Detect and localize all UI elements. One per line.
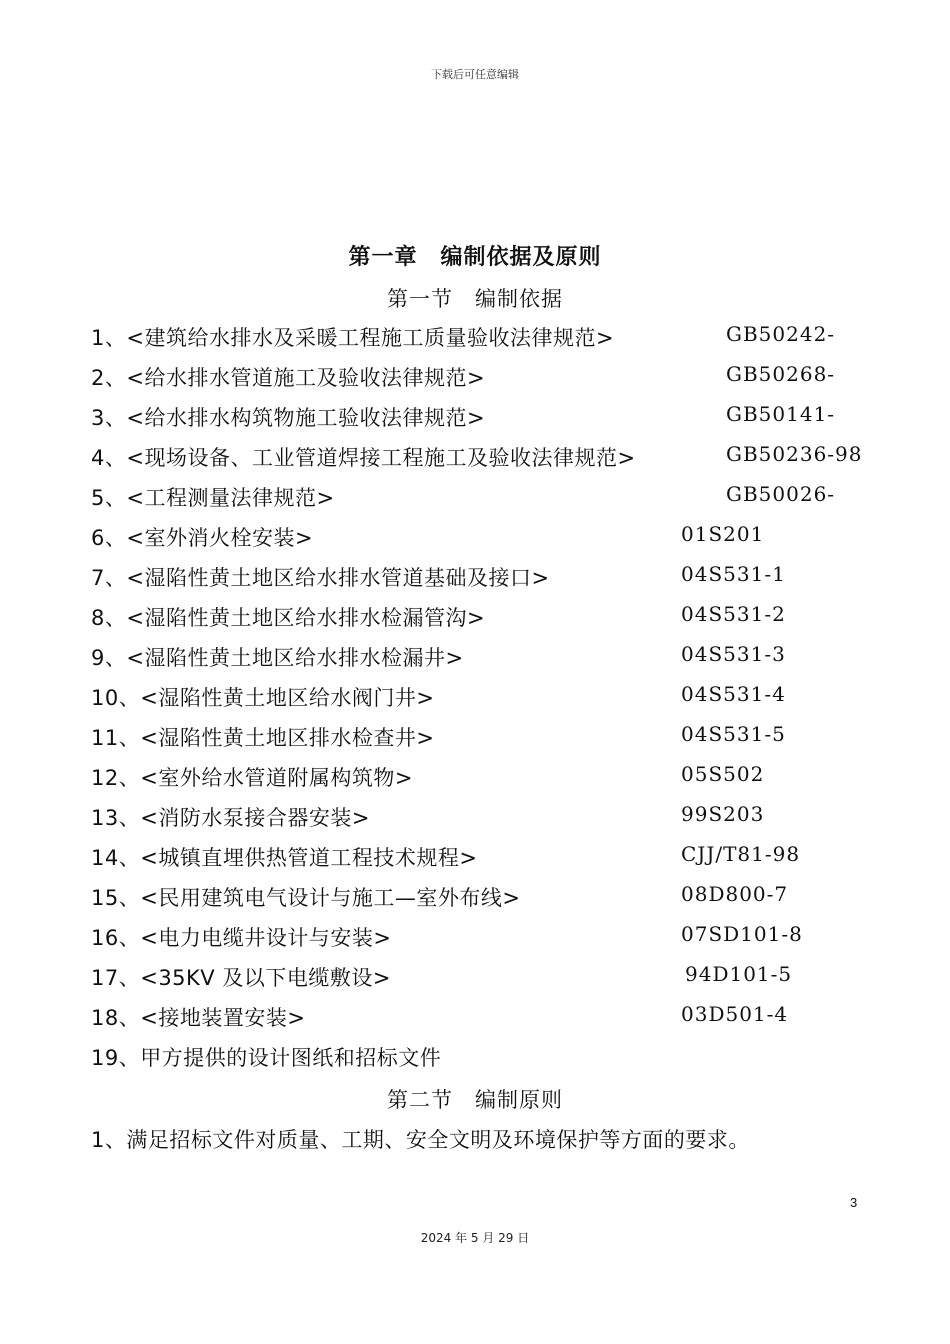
reference-item [0, 522, 950, 552]
reference-title: 2、<给水排水管道施工及验收法律规范> [91, 366, 486, 390]
chapter-title: 第一章 编制依据及原则 [348, 245, 602, 270]
section-title-principles: 第二节 编制原则 [387, 1088, 563, 1112]
reference-item [0, 802, 950, 832]
reference-code: 04S531-3 [681, 642, 786, 666]
reference-item [0, 1042, 950, 1072]
reference-code: 99S203 [681, 802, 765, 826]
section-title-basis: 第一节 编制依据 [387, 287, 563, 311]
reference-title: 6、<室外消火栓安装> [91, 526, 314, 550]
reference-item [0, 1002, 950, 1032]
reference-item [0, 842, 950, 872]
reference-title: 4、<现场设备、工业管道焊接工程施工及验收法律规范> [91, 446, 636, 470]
reference-title: 8、<湿陷性黄土地区给水排水检漏管沟> [91, 606, 486, 630]
reference-item [0, 922, 950, 952]
reference-item [0, 682, 950, 712]
reference-code: 04S531-1 [681, 562, 786, 586]
reference-code: GB50026- [726, 482, 836, 506]
reference-title: 18、<接地装置安装> [91, 1006, 306, 1030]
reference-title: 9、<湿陷性黄土地区给水排水检漏井> [91, 646, 464, 670]
page-number: 3 [850, 1195, 858, 1210]
reference-title: 13、<消防水泵接合器安装> [91, 806, 370, 830]
reference-code: 04S531-5 [681, 722, 786, 746]
reference-code: GB50268- [726, 362, 836, 386]
reference-title: 15、<民用建筑电气设计与施工—室外布线> [91, 886, 521, 910]
reference-title: 3、<给水排水构筑物施工验收法律规范> [91, 406, 486, 430]
reference-title: 1、<建筑给水排水及采暖工程施工质量验收法律规范> [91, 326, 615, 350]
principle-item: 1、满足招标文件对质量、工期、安全文明及环境保护等方面的要求。 [91, 1128, 750, 1152]
reference-title: 7、<湿陷性黄土地区给水排水管道基础及接口> [91, 566, 550, 590]
header-note: 下载后可任意编辑 [431, 68, 519, 81]
reference-item [0, 562, 950, 592]
reference-title: 11、<湿陷性黄土地区排水检查井> [91, 726, 435, 750]
reference-item [0, 642, 950, 672]
reference-title: 16、<电力电缆井设计与安装> [91, 926, 392, 950]
reference-code: 03D501-4 [681, 1002, 789, 1026]
reference-code: GB50236-98 [726, 442, 863, 466]
footer-date: 2024 年 5 月 29 日 [420, 1231, 530, 1245]
reference-item [0, 442, 950, 472]
reference-item [0, 722, 950, 752]
reference-code: 94D101-5 [685, 962, 793, 986]
reference-title: 10、<湿陷性黄土地区给水阀门井> [91, 686, 435, 710]
reference-item [0, 962, 950, 992]
reference-item [0, 362, 950, 392]
reference-title: 19、甲方提供的设计图纸和招标文件 [91, 1046, 442, 1070]
reference-code: GB50141- [726, 402, 836, 426]
reference-code: 07SD101-8 [681, 922, 803, 946]
reference-code: 04S531-2 [681, 602, 786, 626]
reference-code: CJJ/T81-98 [681, 842, 801, 866]
reference-code: GB50242- [726, 322, 836, 346]
reference-code: 05S502 [681, 762, 765, 786]
reference-title: 12、<室外给水管道附属构筑物> [91, 766, 413, 790]
reference-code: 04S531-4 [681, 682, 786, 706]
reference-item [0, 402, 950, 432]
reference-item [0, 602, 950, 632]
reference-code: 01S201 [681, 522, 765, 546]
reference-item [0, 882, 950, 912]
reference-item [0, 762, 950, 792]
reference-code: 08D800-7 [681, 882, 789, 906]
reference-item [0, 482, 950, 512]
reference-item [0, 322, 950, 352]
reference-title: 14、<城镇直埋供热管道工程技术规程> [91, 846, 478, 870]
reference-title: 5、<工程测量法律规范> [91, 486, 335, 510]
reference-title: 17、<35KV 及以下电缆敷设> [91, 966, 391, 990]
